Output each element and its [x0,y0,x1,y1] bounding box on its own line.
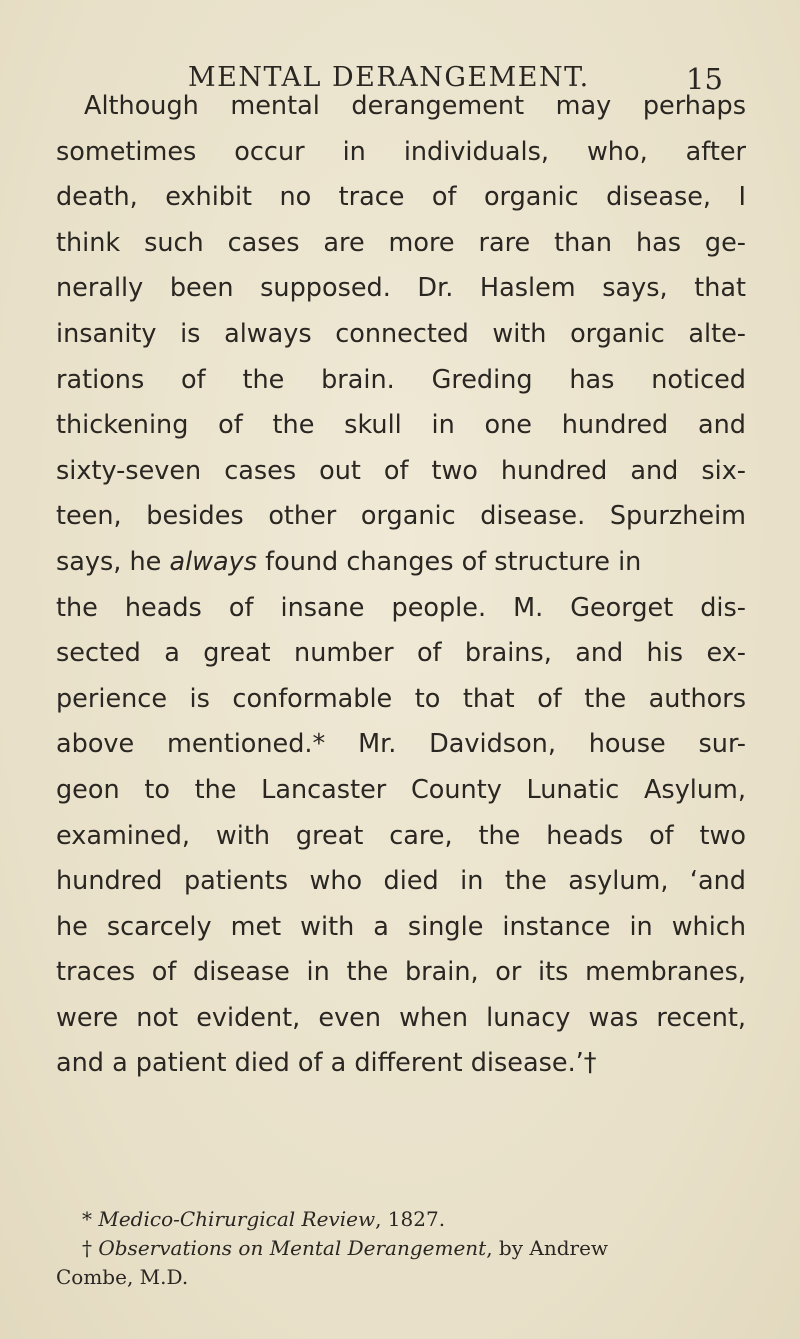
main-text [56,84,746,1087]
emphasis-always: always [169,546,258,577]
footnote-mark: † [82,1236,99,1260]
footnote-mark: * [82,1207,99,1231]
text-segment: found changes of structure in [257,546,642,577]
text-line: perience is conformable to that of the authors [56,683,746,714]
footnote-1 [56,1205,756,1234]
text-line: geon to the Lancaster County Lunatic Asylum, [56,774,746,805]
text-line [56,540,746,586]
text-line: rations of the brain. Greding has noticed [56,364,746,395]
text-line: sected a great number of brains, and his ex- [56,638,746,669]
footnotes [56,1205,756,1292]
text-line: were not evident, even when lunacy was recent, [56,1002,746,1033]
text-line: hundred patients who died in the asylum, ‘and [56,866,746,897]
footnote-title: Medico-Chirurgical Review [98,1207,376,1231]
text-line: Although mental derangement may perhaps [84,91,746,121]
footnote-2 [56,1234,756,1263]
running-head: MENTAL DERANGEMENT. [188,62,590,93]
page-number: 15 [686,62,723,96]
footnote-2-continuation: Combe, M.D. [56,1265,189,1289]
text-line: traces of disease in the brain, or its membranes, [56,957,746,988]
text-line: death, exhibit no trace of organic disease, I [56,182,746,213]
footnote-text: , by Andrew [486,1236,609,1260]
text-segment: says, he [56,546,170,577]
text-line: examined, with great care, the heads of two [56,820,746,851]
text-line: insanity is always connected with organic alte- [56,318,746,349]
text-line: the heads of insane people. M. Georget dis- [56,592,746,623]
text-line: think such cases are more rare than has ge- [56,227,746,258]
text-line: nerally been supposed. Dr. Haslem says, that [56,273,746,304]
text-line: above mentioned.* Mr. Davidson, house sur- [56,729,746,760]
text-line: sometimes occur in individuals, who, after [56,136,746,167]
text-line: thickening of the skull in one hundred and [56,410,746,441]
footnote-title: Observations on Mental Derangement [98,1236,487,1260]
text-line: he scarcely met with a single instance in which [56,911,746,942]
text-line: sixty-seven cases out of two hundred and six- [56,455,746,486]
text-line: and a patient died of a different disease.’† [56,1048,597,1079]
footnote-text: , 1827. [375,1207,446,1231]
text-line: teen, besides other organic disease. Spurzheim [56,501,746,532]
